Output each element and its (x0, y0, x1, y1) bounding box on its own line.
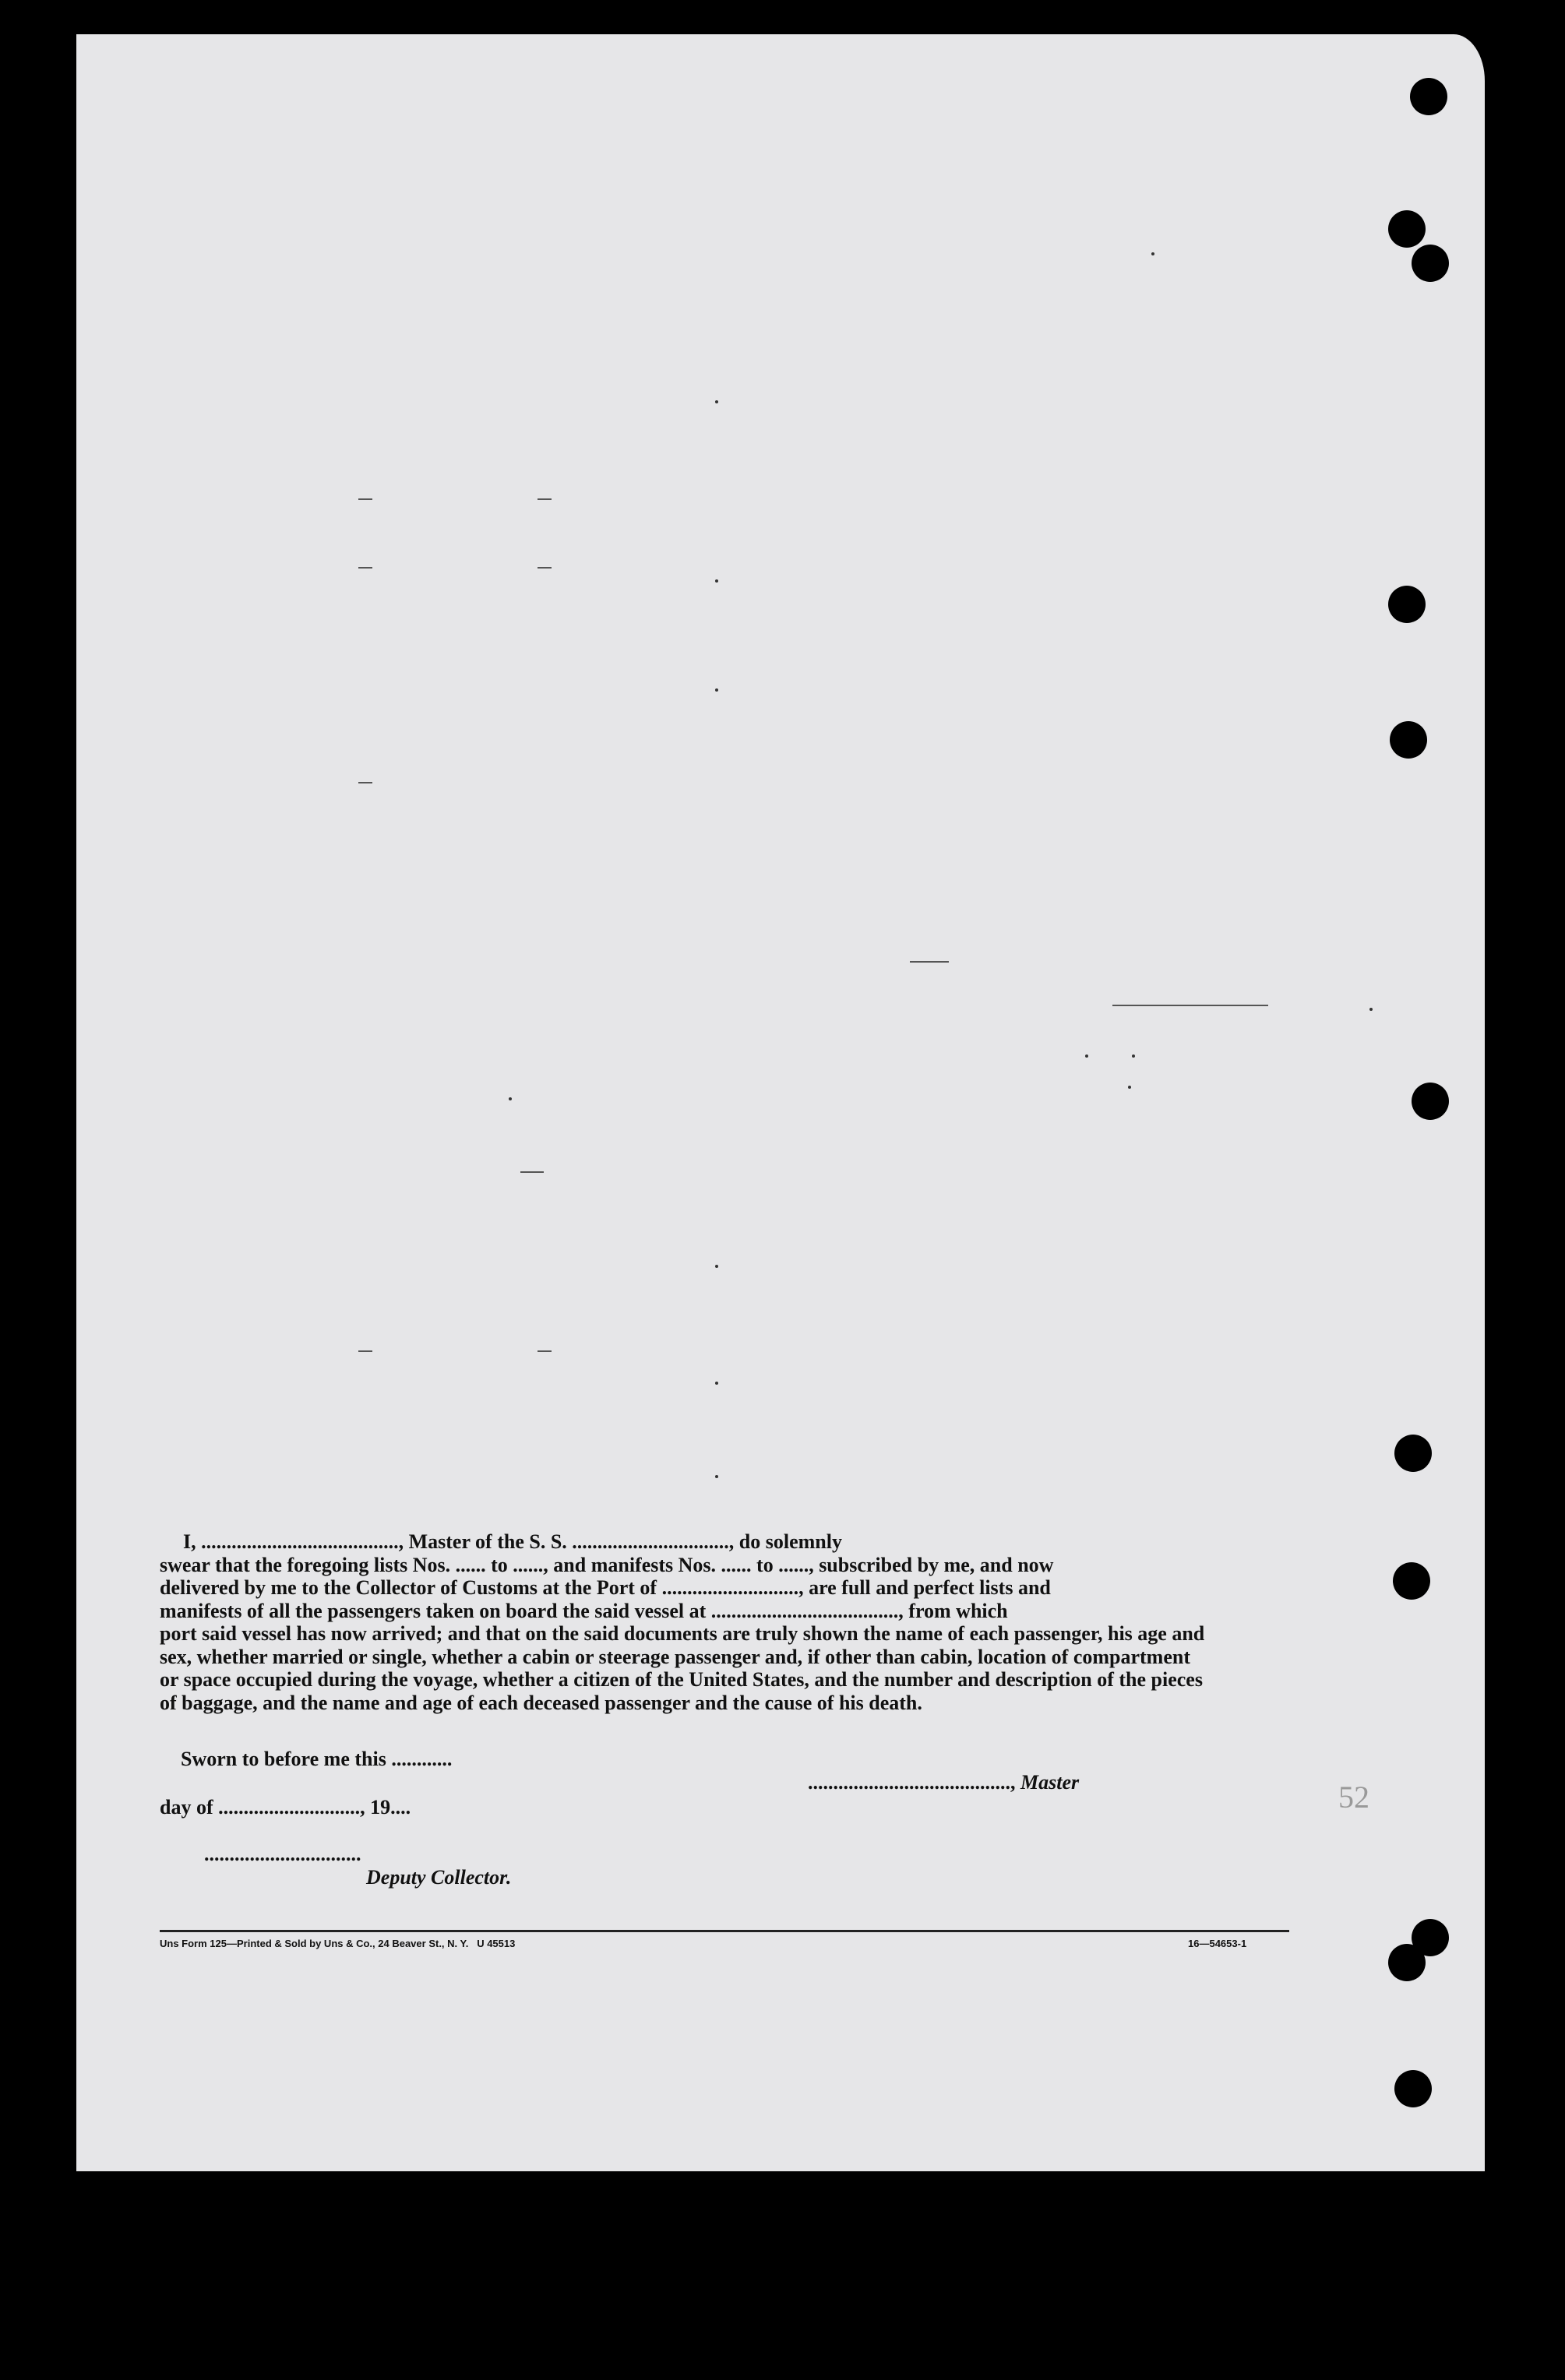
punch-hole (1410, 78, 1447, 115)
punch-hole (1390, 721, 1427, 759)
deputy-collector-label: Deputy Collector. (366, 1866, 512, 1889)
oath-line: or space occupied during the voyage, whether a citizen of the United States, and the number and description of the pieces (160, 1668, 1203, 1691)
column-mark (538, 498, 552, 500)
column-mark (358, 498, 372, 500)
day-of-text: day of ............................, 19.... (160, 1796, 411, 1818)
punch-hole (1393, 1562, 1430, 1600)
column-dot (715, 1382, 718, 1385)
oath-line: sex, whether married or single, whether a cabin or steerage passenger and, if other than cabin, location of compartment (160, 1645, 1190, 1668)
oath-line: of baggage, and the name and age of each deceased passenger and the cause of his death. (160, 1691, 922, 1714)
oath-line: delivered by me to the Collector of Customs at the Port of ..........................., are full and perfect lists and (160, 1576, 1051, 1599)
column-dot (1132, 1054, 1135, 1058)
punch-hole (1388, 586, 1426, 623)
column-mark (520, 1171, 544, 1173)
column-dot (509, 1097, 512, 1100)
column-dot (715, 400, 718, 403)
column-mark (538, 1350, 552, 1352)
column-dot (715, 688, 718, 692)
punch-hole (1412, 245, 1449, 282)
oath-line: swear that the foregoing lists Nos. ...... to ......, and manifests Nos. ...... to ......, subscribed by me, and now (160, 1553, 1054, 1576)
oath-line: manifests of all the passengers taken on board the said vessel at ....................................., from which (160, 1599, 1008, 1622)
column-dot (715, 1265, 718, 1268)
column-dot (1128, 1086, 1131, 1089)
master-oath (160, 1530, 1289, 1714)
column-mark (358, 782, 372, 783)
column-mark (358, 1350, 372, 1352)
column-dot (1085, 1054, 1088, 1058)
punch-hole (1388, 210, 1426, 248)
column-dot (1151, 252, 1154, 255)
oath-line: port said vessel has now arrived; and that on the said documents are truly shown the name of each passenger, his age and (160, 1622, 1205, 1645)
master-signature-line (798, 1748, 1079, 1794)
sworn-text: Sworn to before me this ............ (181, 1748, 453, 1770)
column-mark (1112, 1005, 1268, 1006)
oath-line: I, ......................................., Master of the S. S. ..............................., do solemnly (183, 1530, 842, 1553)
master-label: Master (1020, 1771, 1080, 1794)
footer-rule (160, 1930, 1289, 1932)
collector-signature-line: ............................... (204, 1843, 361, 1865)
column-dot (1369, 1008, 1373, 1011)
form-imprint: Uns Form 125—Printed & Sold by Uns & Co., 24 Beaver St., N. Y. U 45513 (160, 1938, 516, 1949)
punch-hole (1394, 1435, 1432, 1472)
punch-hole (1394, 2070, 1432, 2107)
form-number: 16—54653-1 (1188, 1938, 1247, 1949)
master-dots: ........................................, (808, 1771, 1020, 1794)
column-dot (715, 579, 718, 583)
column-mark (538, 567, 552, 569)
punch-hole (1388, 1944, 1426, 1981)
column-dot (715, 1475, 718, 1478)
punch-hole (1412, 1083, 1449, 1120)
column-mark (358, 567, 372, 569)
margin-note: 52 (1338, 1780, 1369, 1815)
column-mark (910, 961, 949, 963)
